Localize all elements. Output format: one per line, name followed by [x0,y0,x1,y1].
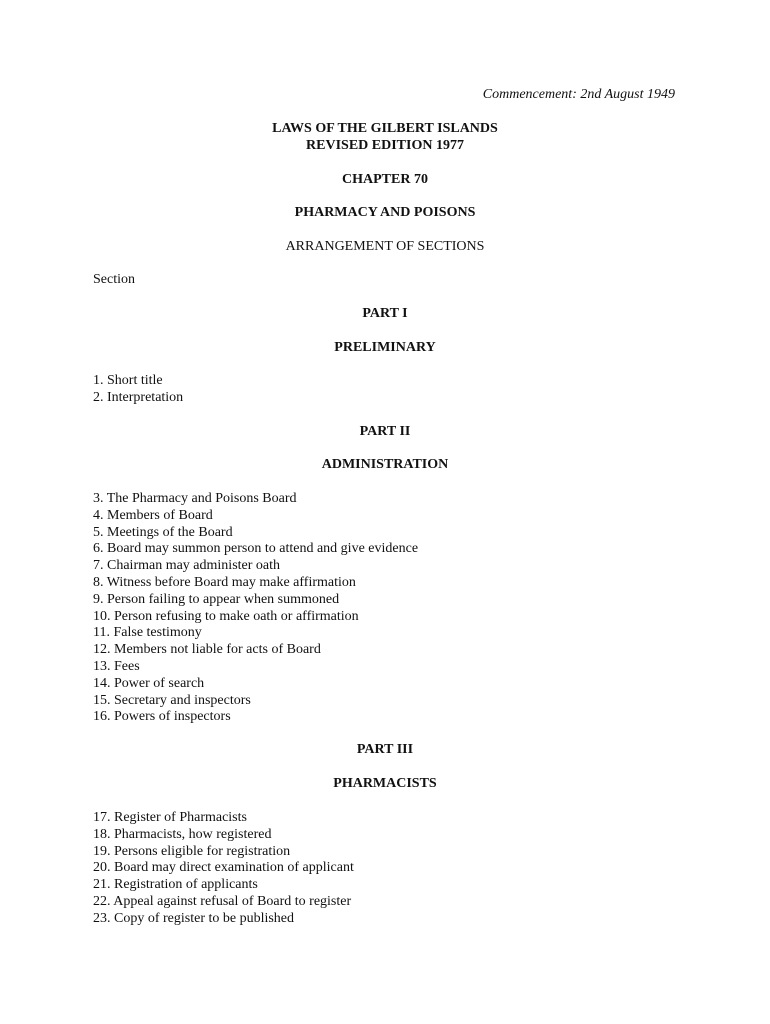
list-item: 12. Members not liable for acts of Board [93,642,321,658]
list-item: 18. Pharmacists, how registered [93,826,272,842]
list-item: 20. Board may direct examination of applicant [93,860,354,876]
part-subheading: PRELIMINARY [334,340,436,355]
list-item: 16. Powers of inspectors [93,709,231,725]
section-list-part1 [93,373,183,407]
list-item: 6. Board may summon person to attend and give evidence [93,541,419,557]
list-item: 14. Power of search [93,675,205,691]
list-item: 22. Appeal against refusal of Board to register [93,893,352,909]
commencement-date: Commencement: 2nd August 1949 [482,87,675,102]
act-title: PHARMACY AND POISONS [294,205,476,220]
section-list-part2 [93,491,418,726]
list-item: 5. Meetings of the Board [93,524,233,540]
list-item: 15. Secretary and inspectors [93,692,251,708]
section-label: Section [93,272,135,287]
part-subheading: ADMINISTRATION [321,457,449,472]
list-item: 10. Person refusing to make oath or affirmation [93,608,359,624]
chapter-heading: CHAPTER 70 [342,172,428,187]
part-subheading: PHARMACISTS [333,776,437,791]
list-item: 9. Person failing to appear when summoned [93,591,340,607]
law-title: LAWS OF THE GILBERT ISLANDS [272,121,498,136]
section-list-part3 [93,810,354,928]
list-item: 7. Chairman may administer oath [93,558,281,574]
part-heading: PART II [359,424,411,439]
list-item: 17. Register of Pharmacists [93,810,247,825]
list-item: 21. Registration of applicants [93,877,258,893]
part-heading: PART I [362,306,408,321]
list-item: 23. Copy of register to be published [93,910,295,926]
part-heading: PART III [356,742,414,757]
list-item: 1. Short title [93,373,163,388]
edition-title: REVISED EDITION 1977 [306,138,464,153]
list-item: 2. Interpretation [93,389,184,405]
list-item: 19. Persons eligible for registration [93,843,291,859]
list-item: 11. False testimony [93,625,202,641]
list-item: 8. Witness before Board may make affirmation [93,574,356,590]
arrangement-heading: ARRANGEMENT OF SECTIONS [285,239,485,254]
list-item: 13. Fees [93,658,140,674]
list-item: 3. The Pharmacy and Poisons Board [93,491,297,506]
list-item: 4. Members of Board [93,507,213,523]
